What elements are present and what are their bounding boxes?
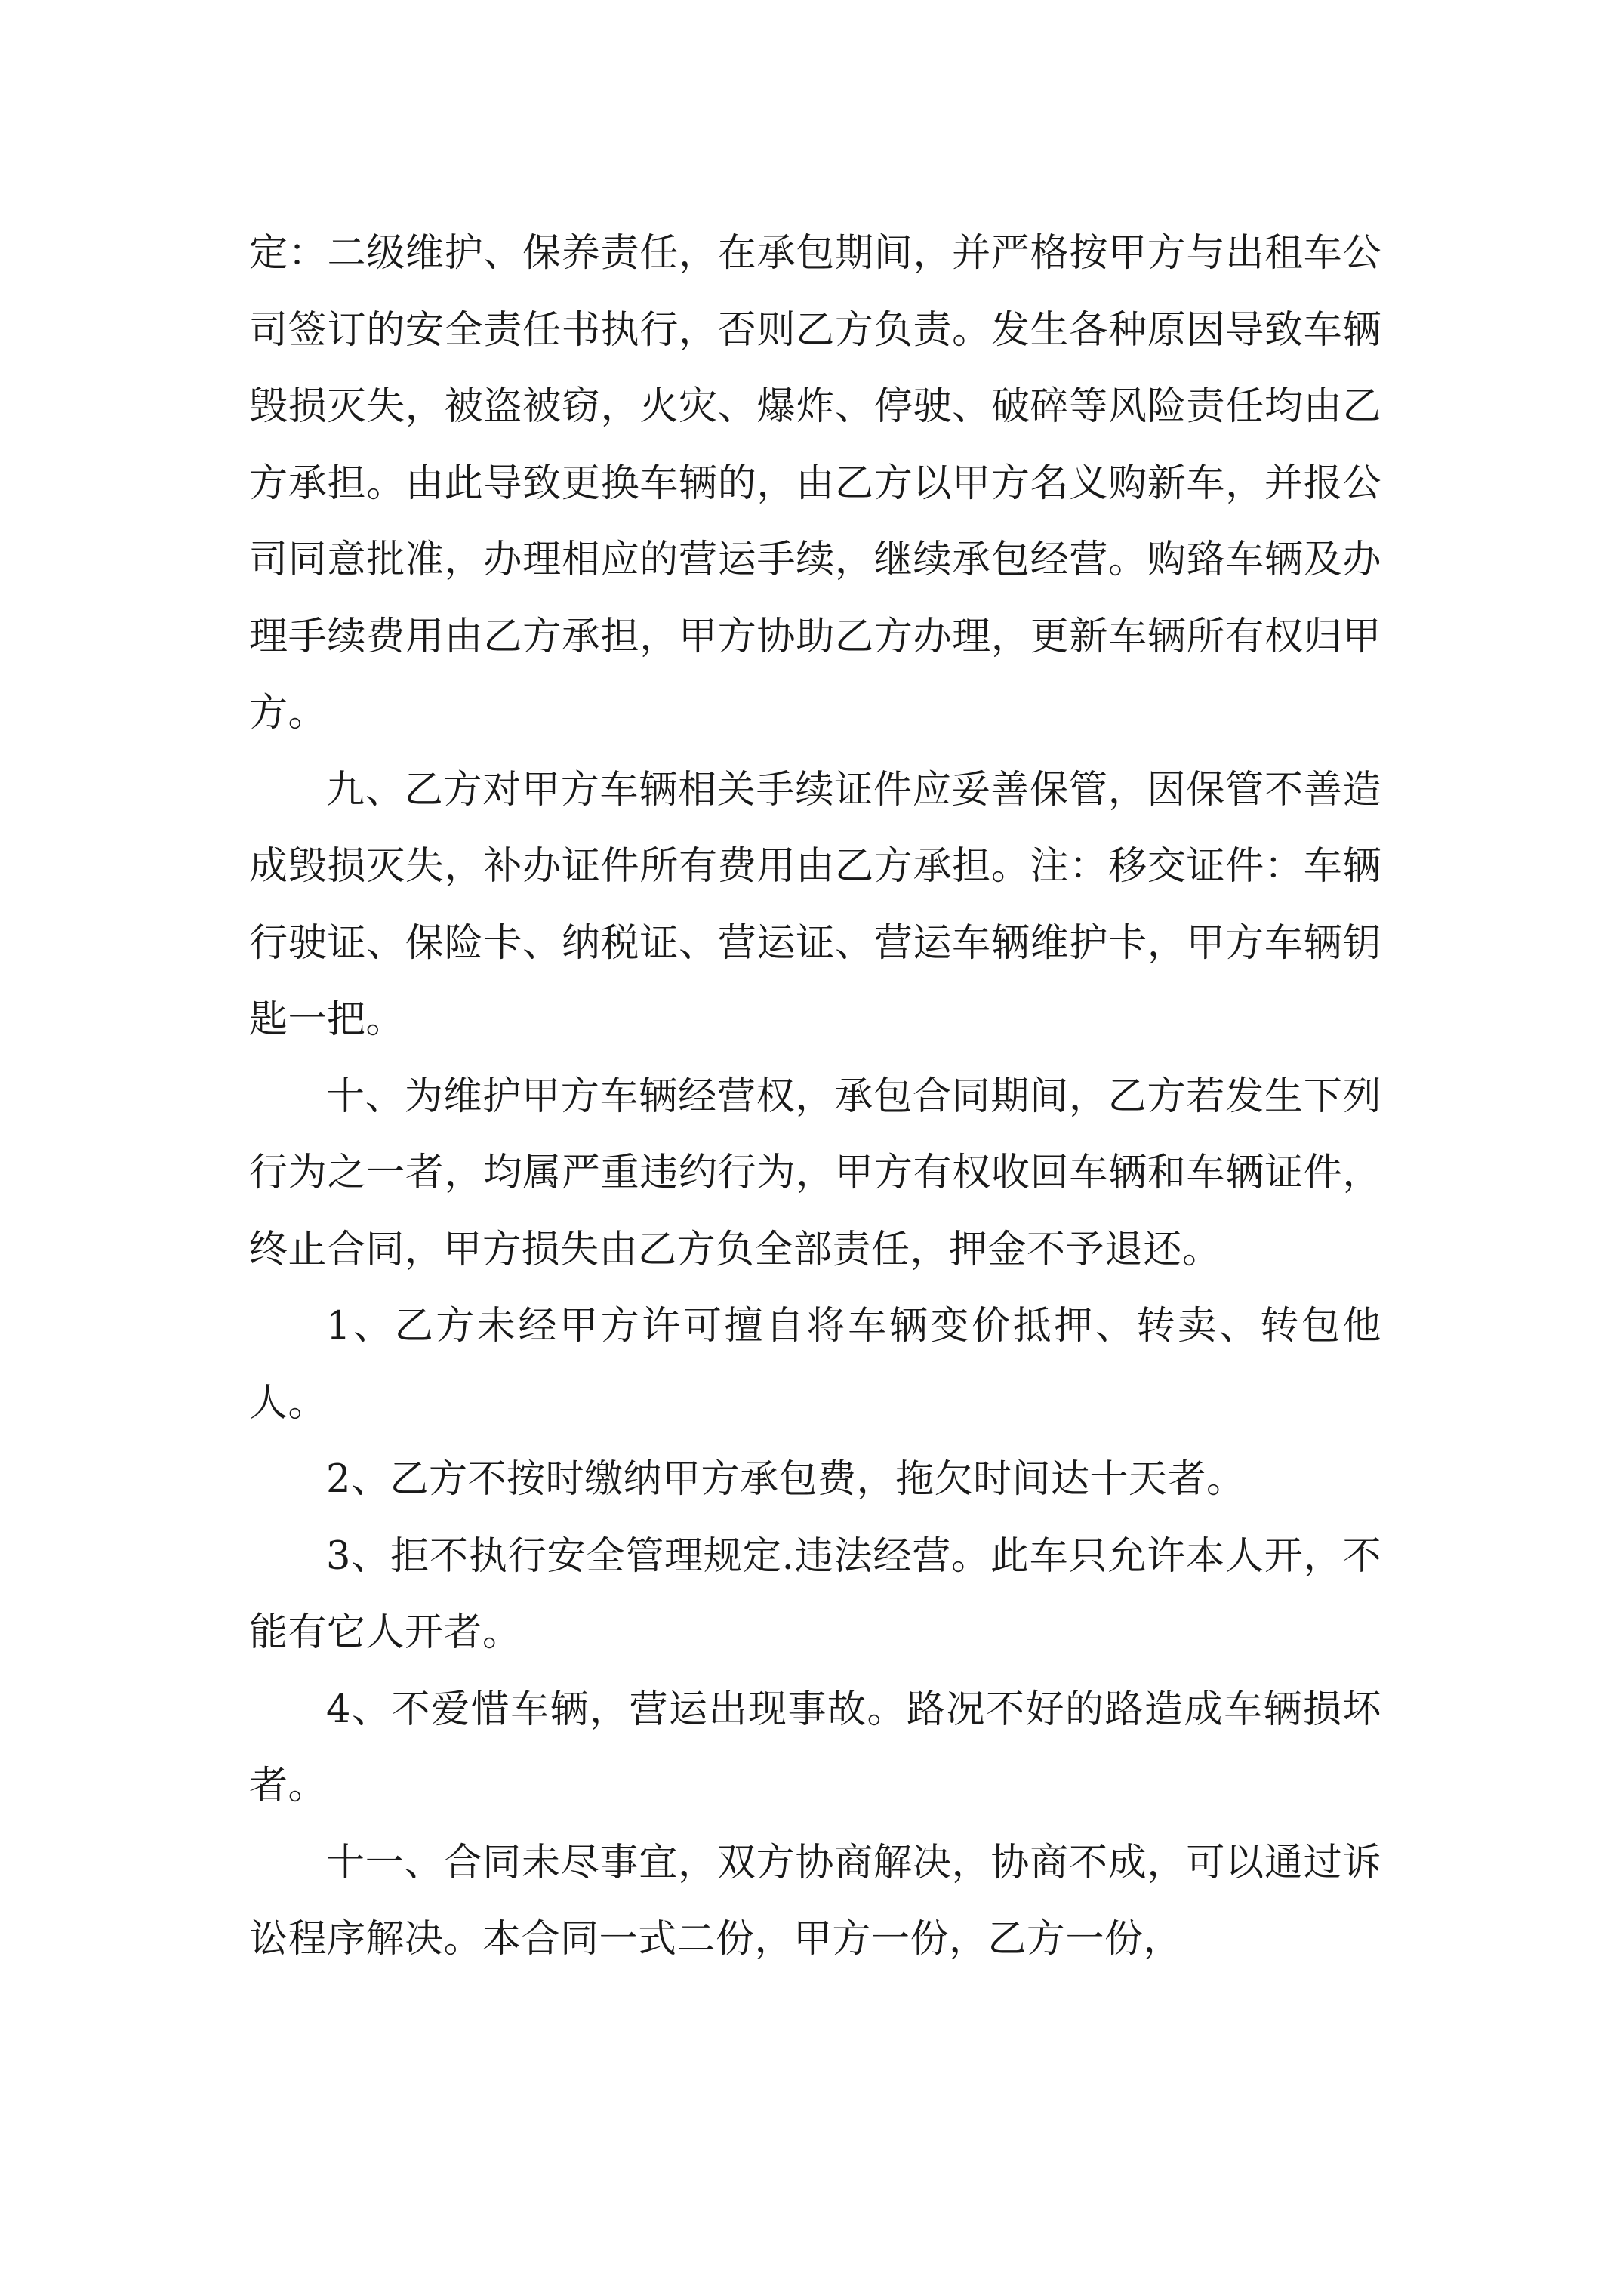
paragraph-clause-9: 九、乙方对甲方车辆相关手续证件应妥善保管，因保管不善造成毁损灭失，补办证件所有费用由乙方承担。注：移交证件：车辆行驶证、保险卡、纳税证、营运证、营运车辆维护卡，甲方车辆钥匙一把。 xyxy=(249,767,1381,1042)
paragraph-clause-10-item-4: 4、不爱惜车辆，营运出现事故。路况不好的路造成车辆损坏者。 xyxy=(249,1687,1381,1808)
document-body xyxy=(249,215,1381,1978)
paragraph-clause-10-item-3: 3、拒不执行安全管理规定.违法经营。此车只允许本人开，不能有它人开者。 xyxy=(249,1533,1381,1655)
paragraph-clause-10-item-1: 1、乙方未经甲方许可擅自将车辆变价抵押、转卖、转包他人。 xyxy=(249,1304,1381,1425)
paragraph-clause-11: 十一、合同未尽事宜，双方协商解决，协商不成，可以通过诉讼程序解决。本合同一式二份，甲方一份，乙方一份， xyxy=(249,1840,1381,1962)
paragraph-clause-10-item-2: 2、乙方不按时缴纳甲方承包费，拖欠时间达十天者。 xyxy=(326,1457,1246,1502)
paragraph-maintenance-liability: 定：二级维护、保养责任，在承包期间，并严格按甲方与出租车公司签订的安全责任书执行，否则乙方负责。发生各种原因导致车辆毁损灭失，被盗被窃，火灾、爆炸、停驶、破碎等风险责任均由乙方承担。由此导致更换车辆的，由乙方以甲方名义购新车，并报公司同意批准，办理相应的营运手续，继续承包经营。购臵车辆及办理手续费用由乙方承担，甲方协助乙方办理，更新车辆所有权归甲方。 xyxy=(249,231,1381,735)
paragraph-clause-10: 十、为维护甲方车辆经营权，承包合同期间，乙方若发生下列行为之一者，均属严重违约行为，甲方有权收回车辆和车辆证件，终止合同，甲方损失由乙方负全部责任，押金不予退还。 xyxy=(249,1074,1381,1272)
